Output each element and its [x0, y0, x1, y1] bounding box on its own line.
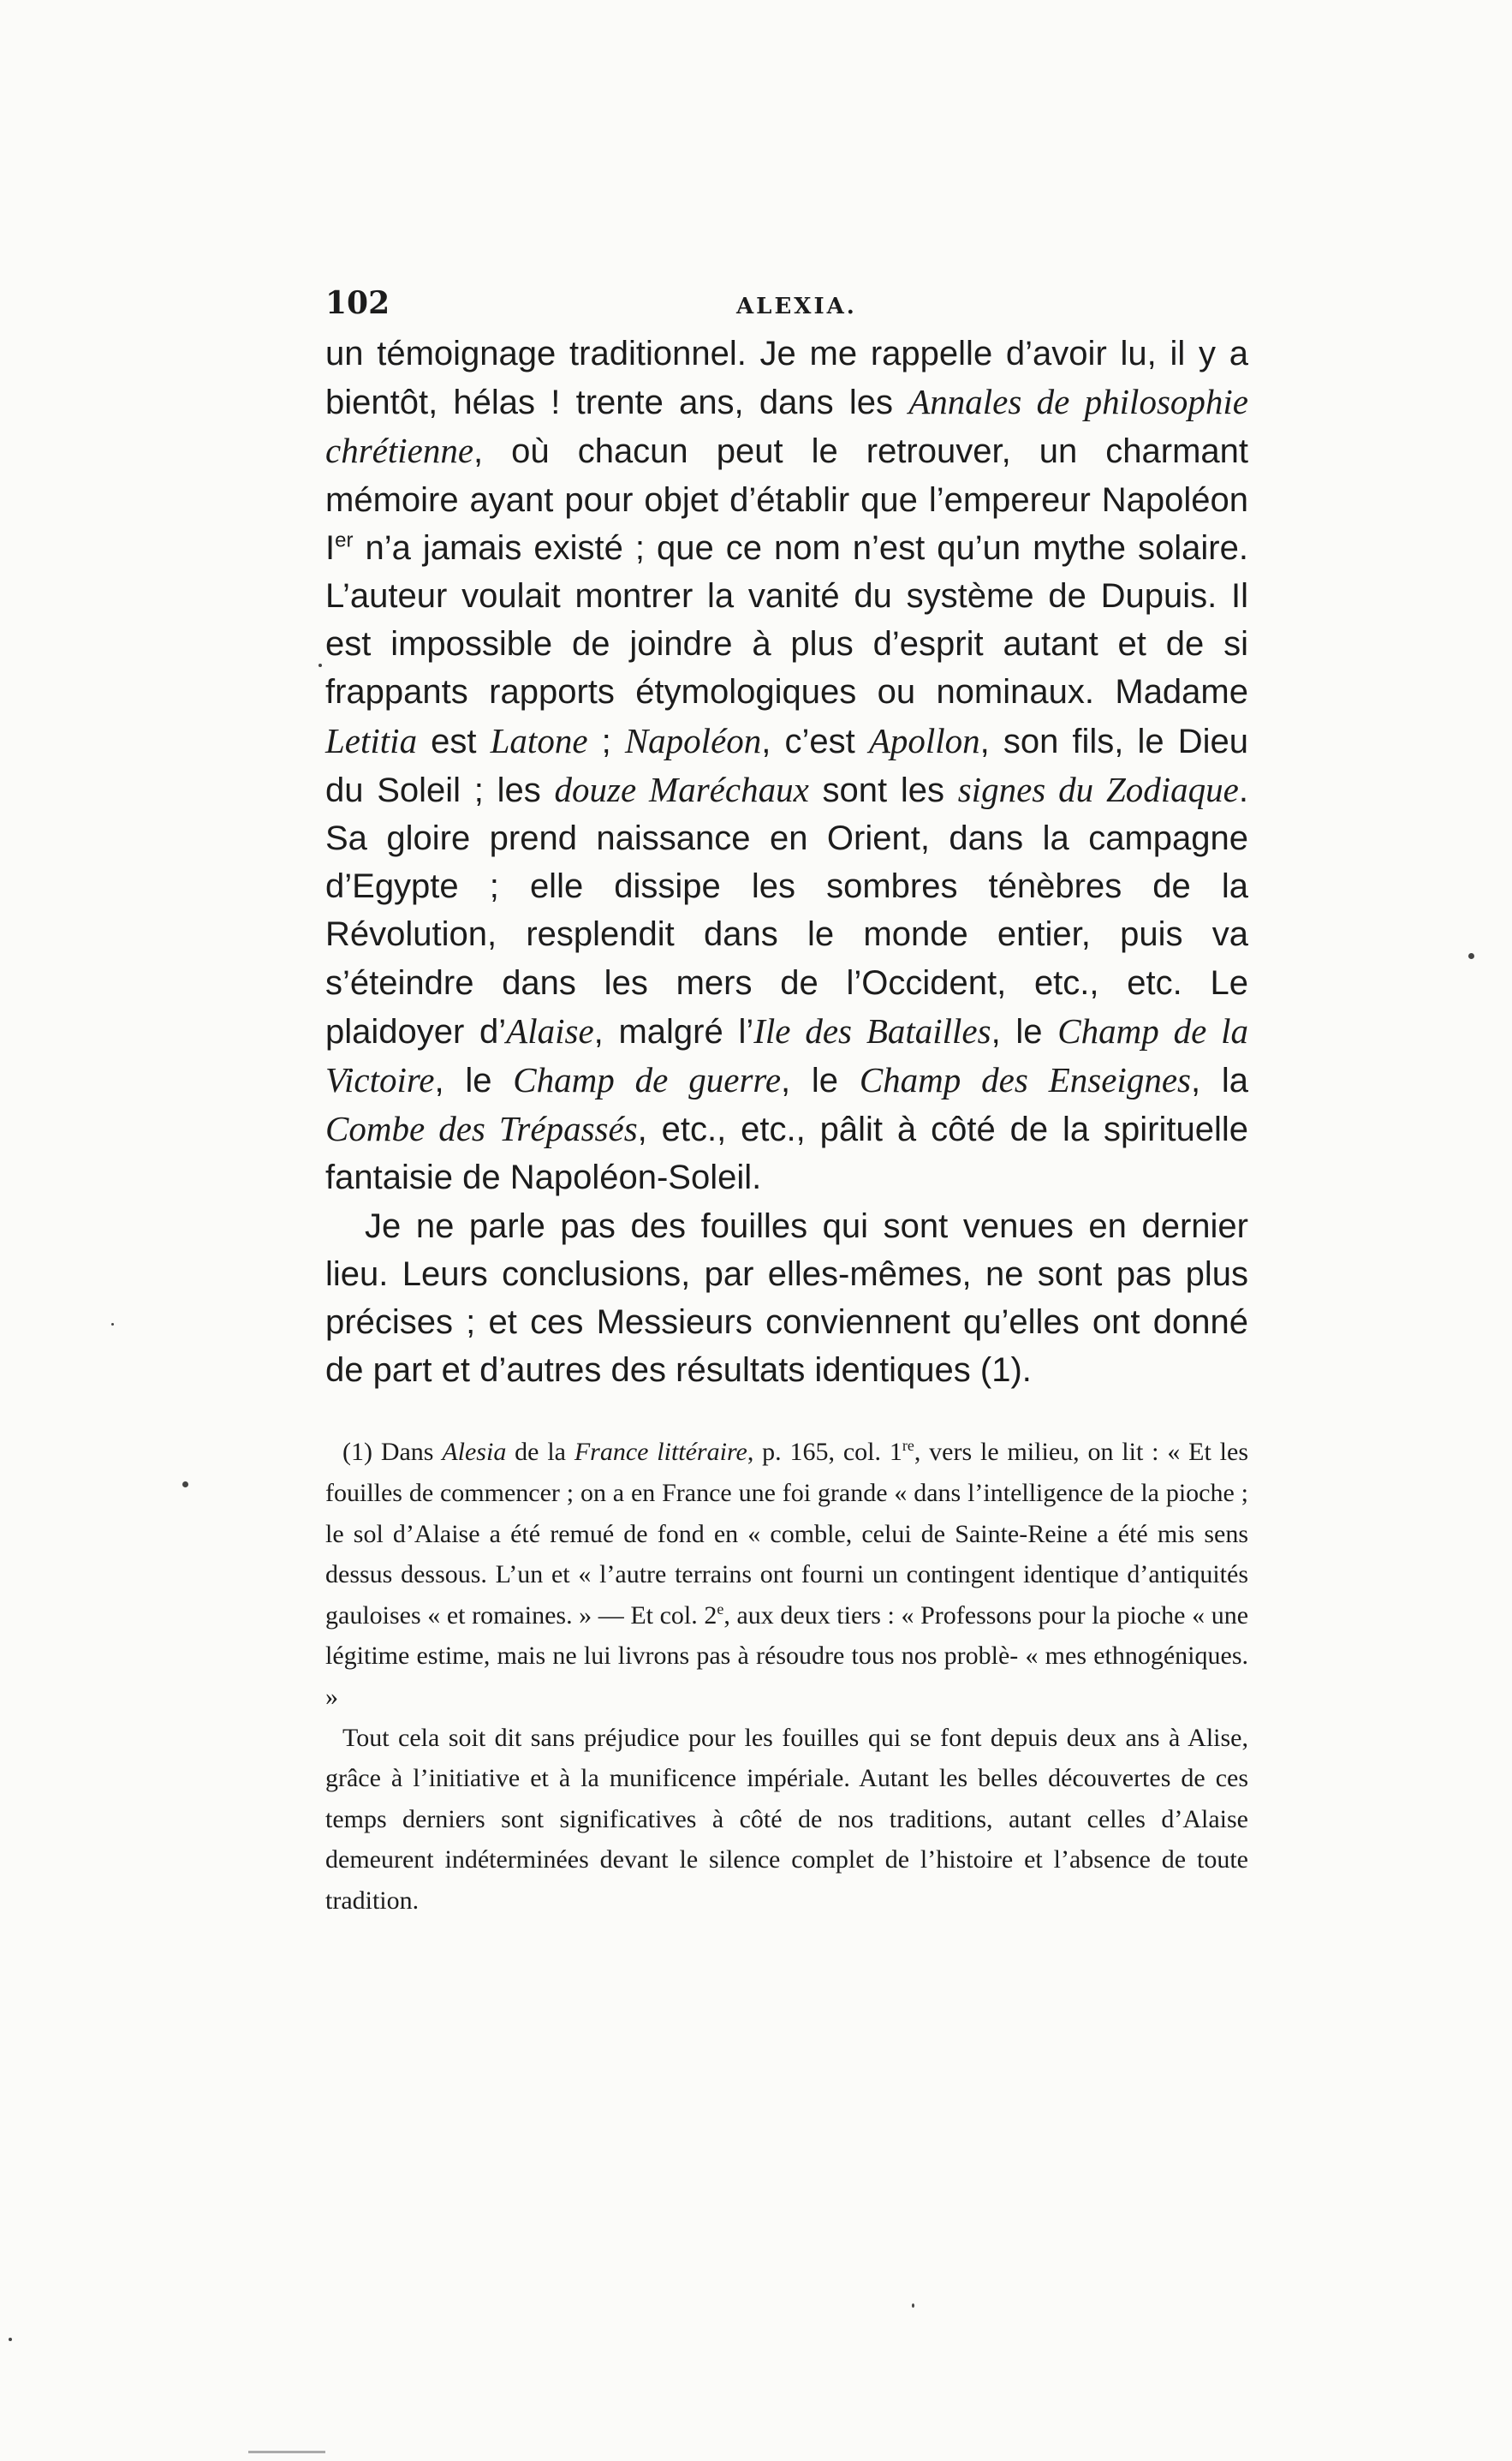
italic-name: Champ de la Victoire: [325, 1010, 1248, 1100]
running-title: ALEXIA.: [736, 294, 857, 319]
paragraph-second: Je ne parle pas des fouilles qui sont venues en dernier lieu. Leurs conclusions, par elles-mêmes, ne sont pas plus précises ; et ces Messieurs conviennent qu’elles ont donné de part et d’autres des résultats identiques (1).: [325, 1207, 1248, 1390]
italic-name: Combe des Trépassés: [325, 1109, 638, 1149]
text-run: . Sa gloire prend naissance en Orient, dans la campagne d’Egypte ; elle dissipe les sombres ténèbres de la Révolution, resplendit dans le monde entier, puis va s’éteindre dans les mers de l’Occident, etc., etc. Le plaidoyer d’: [325, 771, 1248, 1051]
text-run: , le: [781, 1062, 860, 1100]
italic-name: Napoléon: [624, 720, 762, 760]
italic-name: Latone: [490, 720, 588, 760]
text-run: , son fils, le Dieu du Soleil ; les: [325, 722, 1248, 809]
italic-title: Annales de philosophie chrétienne: [325, 382, 1248, 471]
superscript: re: [902, 1437, 914, 1455]
text-run: , la: [1190, 1062, 1248, 1100]
scan-speck: [912, 2303, 914, 2308]
scan-speck: [318, 664, 322, 667]
text-run: est: [417, 722, 491, 760]
italic-name: Apollon: [868, 720, 980, 760]
text-run: de la: [506, 1438, 574, 1467]
italic-name: Ile des Batailles: [753, 1010, 991, 1051]
italic-name: Letitia: [325, 720, 418, 760]
scan-rule: [248, 2451, 325, 2453]
text-run: , c’est: [761, 722, 869, 760]
italic-name: Alaise: [506, 1010, 594, 1051]
text-run: , malgré l’: [593, 1012, 754, 1051]
superscript: er: [335, 528, 354, 552]
italic-title: France littéraire: [574, 1438, 747, 1467]
italic-name: douze Maréchaux: [554, 769, 809, 809]
text-run: n’a jamais existé ; que ce nom n’est qu’un mythe solaire. L’auteur voulait montrer la vanité du système de Dupuis. Il est impossible de joindre à plus d’esprit autant et de si frappants rapports étymologiques ou nominaux. Madame: [325, 528, 1248, 712]
text-run: (1) Dans: [342, 1438, 443, 1467]
scan-speck: [182, 1481, 188, 1487]
scan-speck: [111, 1323, 114, 1326]
scan-speck: [1468, 953, 1474, 959]
text-run: , le: [434, 1062, 514, 1100]
page-number: 102: [325, 285, 390, 321]
text-run: , où chacun peut le retrouver, un charmant mémoire ayant pour objet d’établir que l’empereur Napoléon I: [325, 432, 1248, 567]
italic-title: Alesia: [442, 1438, 507, 1467]
text-run: sont les: [808, 771, 958, 809]
footnotes: [325, 1432, 1248, 1921]
italic-name: Champ de guerre: [513, 1060, 782, 1100]
italic-name: signes du Zodiaque: [957, 769, 1239, 809]
text-run: , aux deux tiers : « Professons pour la pioche « une légitime estime, mais ne lui livrons pas à résoudre tous nos problè- « mes ethnogéniques. »: [325, 1600, 1249, 1712]
footnote-1: [325, 1432, 1248, 1717]
superscript: e: [717, 1600, 724, 1618]
text-run: , p. 165, col. 1: [747, 1438, 902, 1467]
text-run: , etc., etc., pâlit à côté de la spirituelle fantaisie de Napoléon-Soleil.: [325, 1111, 1248, 1197]
italic-name: Champ des Enseignes: [859, 1060, 1191, 1100]
paragraph-main: [325, 330, 1248, 1202]
text-run: ;: [587, 722, 625, 760]
book-page: [325, 278, 1248, 1922]
page-header: [325, 278, 1248, 330]
text-run: , le: [991, 1012, 1058, 1051]
text-run: , vers le milieu, on lit : « Et les fouilles de commencer ; on a en France une foi grande « dans l’intelligence de la pioche ; le sol d’Alaise a été remué de fond en « comble, celui de Sainte-Reine a été mis sens dessus dessous. L’un et « l’autre terrains ont fourni un contingent identique d’antiquités gauloises « et romaines. » — Et col. 2: [325, 1438, 1248, 1630]
scan-speck: [9, 2338, 12, 2341]
text-run: un témoignage traditionnel. Je me rappelle d’avoir lu, il y a bientôt, hélas ! trente ans, dans les: [325, 335, 1248, 422]
footnote-closing: Tout cela soit dit sans préjudice pour les fouilles qui se font depuis deux ans à Alise, grâce à l’initiative et à la munificence impériale. Autant les belles découvertes de ces temps derniers sont significatives à côté de nos traditions, autant celles d’Alaise demeurent indéterminées devant le silence complet de l’histoire et l’absence de toute tradition.: [325, 1723, 1248, 1915]
